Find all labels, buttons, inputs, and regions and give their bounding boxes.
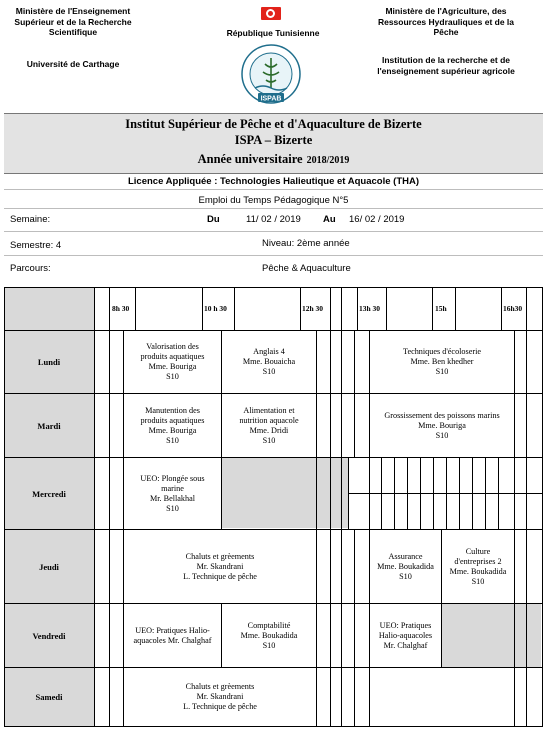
year-value: 2018/2019 [306, 155, 350, 166]
session-cell: UEO: Pratiques Halio-aquacoles Mr. Chalghaf [370, 604, 441, 667]
date-from: 11/ 02 / 2019 [246, 214, 301, 225]
logo-text: ISPAB [260, 95, 282, 103]
au-label: Au [323, 214, 336, 225]
day-label: Lundi [37, 357, 61, 367]
session-cell: Comptabilité Mme. Boukadida S10 [222, 604, 316, 667]
time-label: 8h 30 [112, 304, 130, 313]
session-cell: Valorisation des produits aquatiques Mme. Bouriga S10 [124, 331, 221, 393]
session-cell: Culture d'entreprises 2 Mme. Boukadida S10 [442, 530, 514, 603]
session-cell: UEO: Pratiques Halio-aquacoles Mr. Chalghaf [124, 604, 221, 667]
semestre: Semestre: 4 [10, 240, 62, 251]
session-cell: Chaluts et grèements Mr. Skandrani L. Technique de pêche [124, 530, 316, 603]
institute-name: Institut Supérieur de Pêche et d'Aquaculture de Bizerte [125, 117, 422, 131]
academic-year [4, 150, 543, 168]
day-label: Jeudi [39, 561, 59, 572]
time-label: 10 h 30 [204, 304, 227, 313]
institute-short: ISPA – Bizerte [234, 133, 313, 147]
tunisia-flag-icon [261, 7, 281, 20]
session-cell: Alimentation et nutrition aquacole Mme. Dridi S10 [222, 394, 316, 457]
semaine-label: Semaine: [10, 214, 51, 225]
day-label: Mardi [37, 420, 61, 431]
ministry-right-title: Ministère de l'Agriculture, des Ressources Hydrauliques et de la Pêche [377, 6, 515, 37]
session-cell: Anglais 4 Mme. Bouaicha S10 [222, 331, 316, 393]
emploi-title: Emploi du Temps Pédagogique N°5 [198, 195, 349, 206]
session-cell: UEO: Plongée sous marine Mr. Bellakhal S10 [124, 458, 221, 529]
year-label: Année universitaire [197, 152, 303, 166]
institution-right: Institution de la recherche et de l'enseignement supérieur agricole [377, 55, 515, 76]
parcours-label: Parcours: [10, 263, 51, 274]
day-label: Samedi [35, 692, 63, 702]
day-label: Vendredi [32, 630, 66, 641]
time-label: 13h 30 [359, 304, 381, 313]
niveau: Niveau: 2ème année [262, 238, 350, 249]
day-label: Mercredi [32, 488, 66, 499]
licence-title: Licence Appliquée : Technologies Halieutique et Aquacole (THA) [127, 176, 420, 187]
session-cell: Techniques d'écoloserie Mme. Ben khedher S10 [370, 331, 514, 393]
university-name: Université de Carthage [26, 59, 120, 69]
du-label: Du [207, 214, 220, 225]
session-cell: Manutention des produits aquatiques Mme. Bouriga S10 [124, 394, 221, 457]
ispab-logo [241, 44, 301, 104]
date-to: 16/ 02 / 2019 [349, 214, 405, 225]
time-label: 12h 30 [302, 304, 324, 313]
session-cell: Grossissement des poissons marins Mme. Bouriga S10 [370, 394, 514, 457]
ministry-left-title: Ministère de l'Enseignement Supérieur et de la Recherche Scientifique [14, 6, 132, 37]
parcours-value: Pêche & Aquaculture [262, 263, 351, 274]
time-label: 16h30 [503, 304, 523, 313]
session-cell: Assurance Mme. Boukadida S10 [370, 530, 441, 603]
republic-label: République Tunisienne [226, 28, 320, 38]
timetable [4, 287, 543, 727]
session-cell: Chaluts et grèements Mr. Skandrani L. Technique de pêche [124, 668, 316, 726]
time-label: 15h [435, 304, 447, 313]
